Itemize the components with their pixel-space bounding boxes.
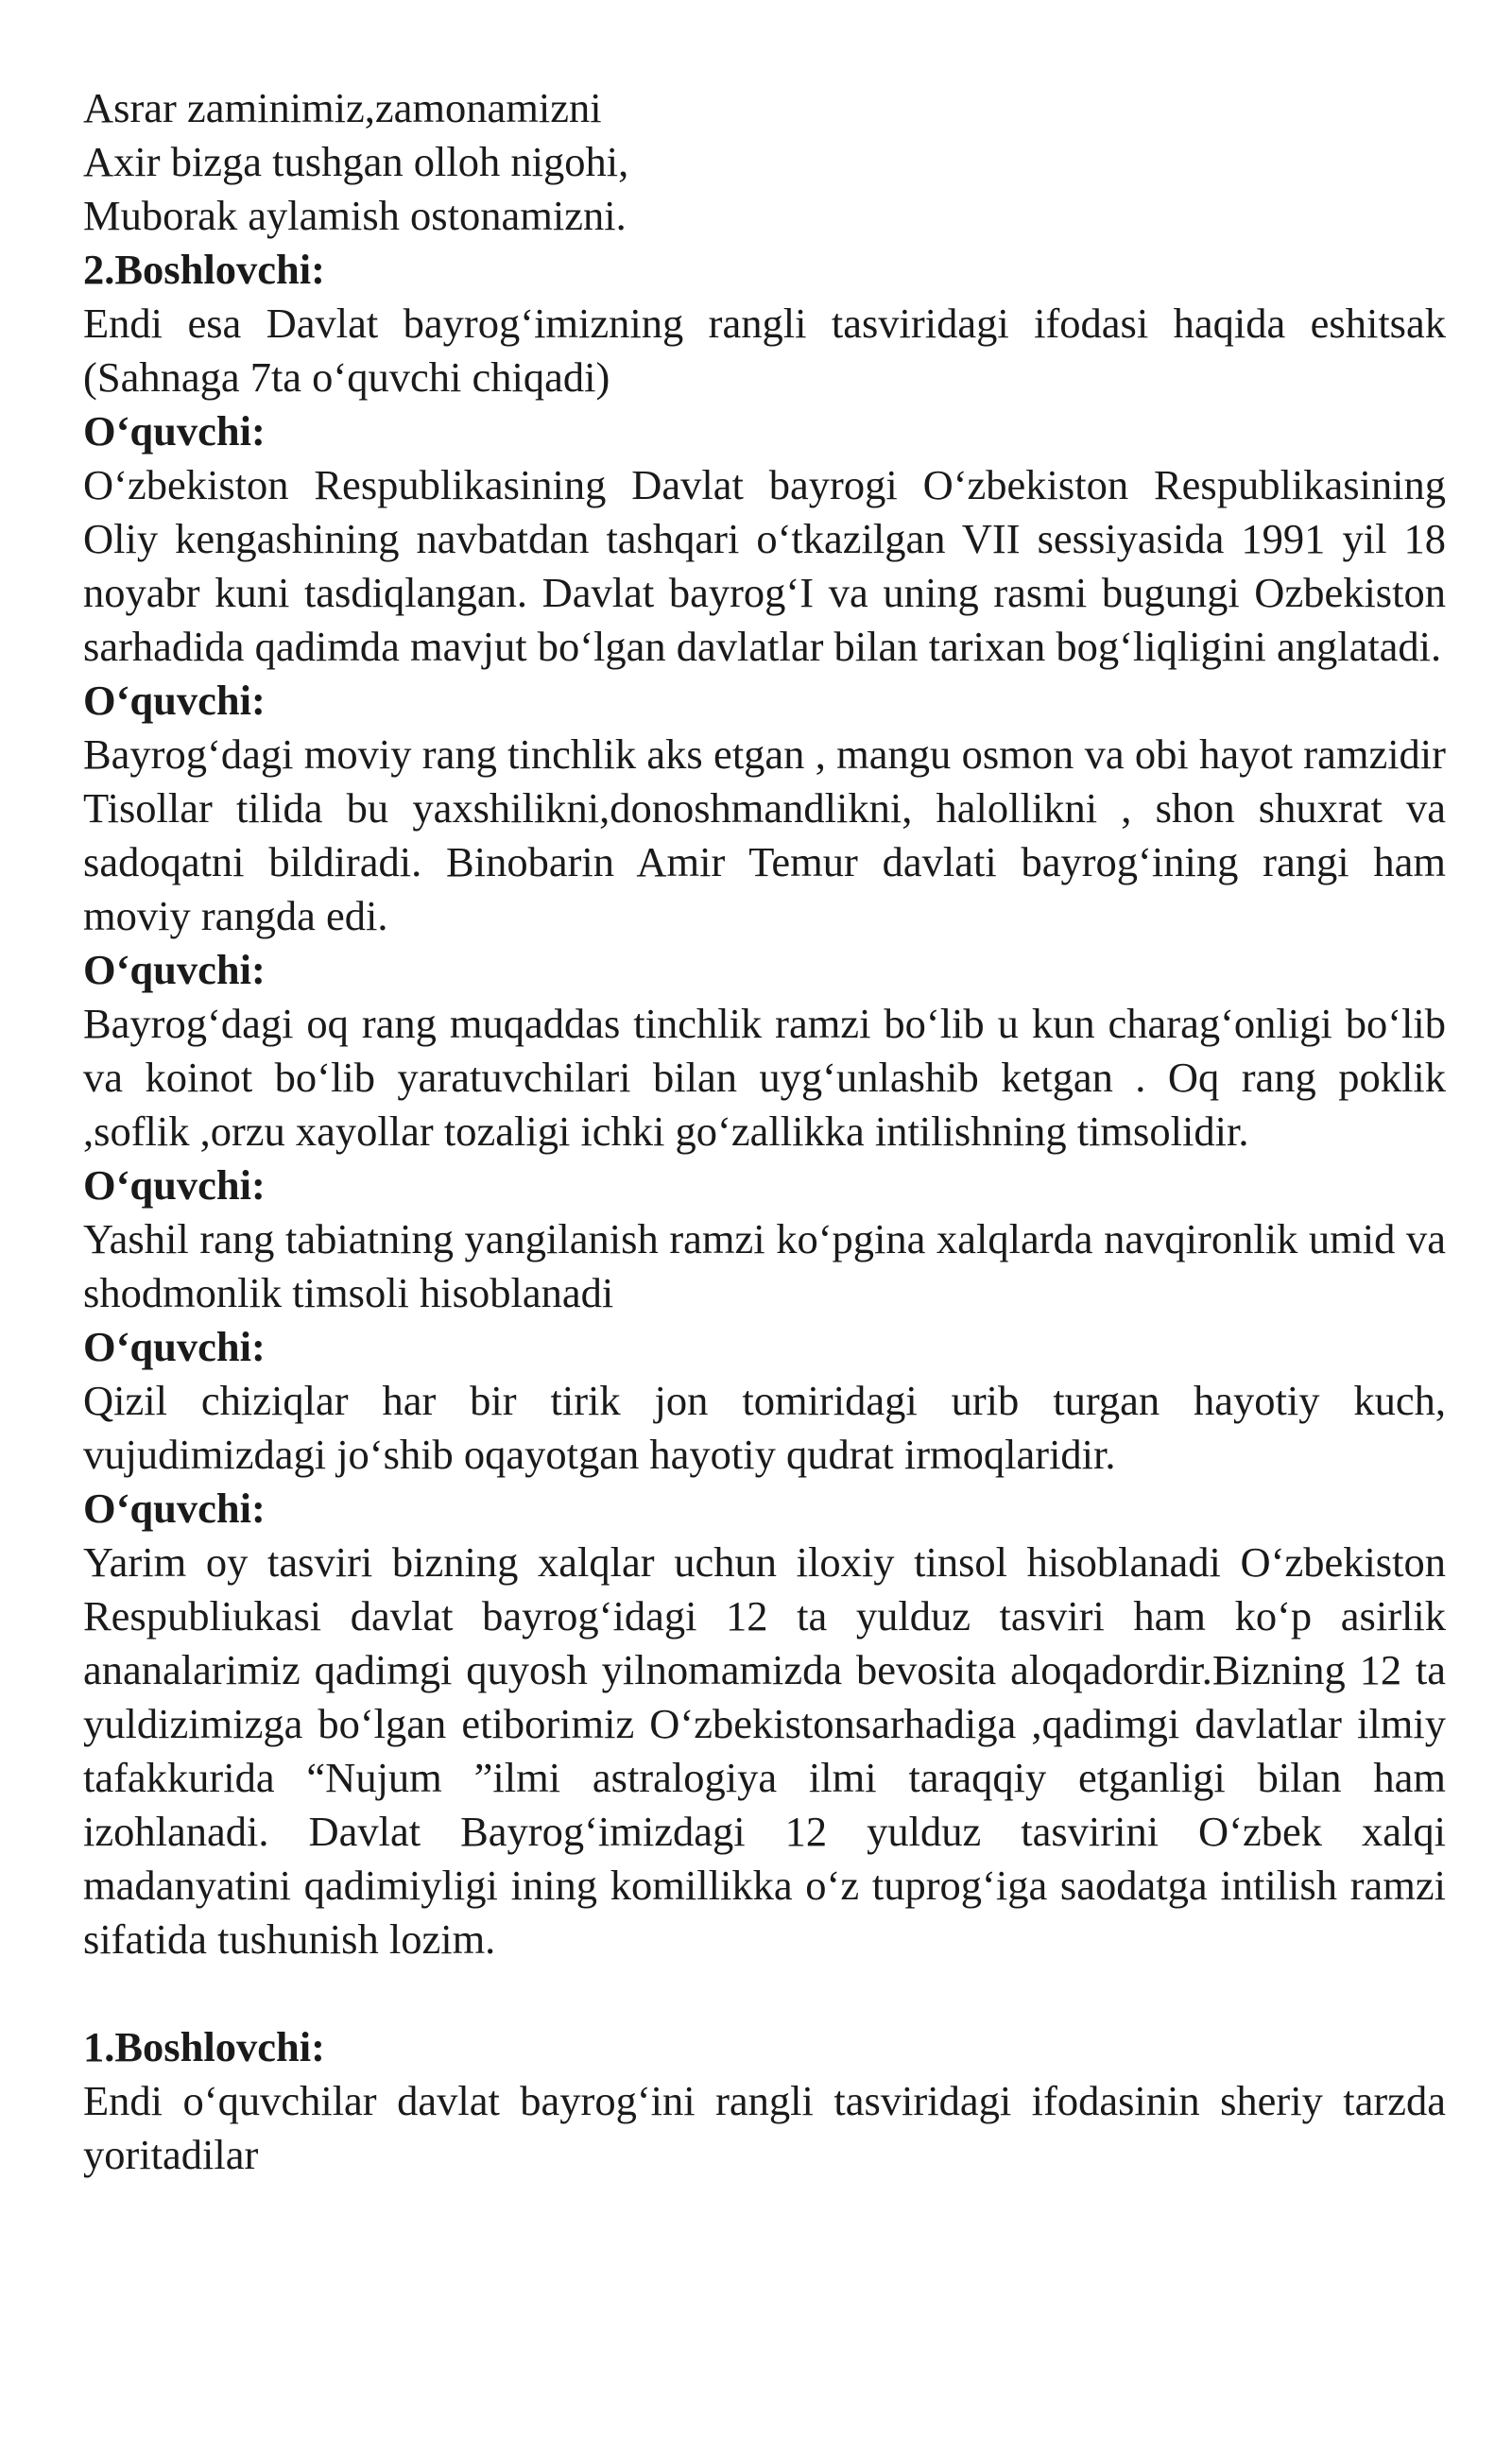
poem-line: Asrar zaminimiz,zamonamizni xyxy=(83,84,602,131)
student-paragraph: O‘zbekiston Respublikasining Davlat bayrogi O‘zbekiston Respublikasining Oliy kengashining navbatdan tashqari o‘tkazilgan VII sessiyasida 1991 yil 18 noyabr kuni tasdiqlangan. Davlat bayrog‘I va uning rasmi bugungi Ozbekiston sarhadida qadimda mavjut bo‘lgan davlatlar bilan tarixan bog‘liqligini anglatadi. xyxy=(83,461,1446,670)
student-heading: O‘quvchi: xyxy=(83,1485,266,1532)
student-paragraph: Bayrog‘dagi moviy rang tinchlik aks etgan , mangu osmon va obi hayot ramzidir Tisollar tilida bu yaxshilikni,donoshmandlikni, halollikni , shon shuxrat va sadoqatni bildiradi. Binobarin Amir Temur davlati bayrog‘ining rangi ham moviy rangda edi. xyxy=(83,730,1446,939)
presenter-paragraph: Endi esa Davlat bayrog‘imizning rangli tasviridagi ifodasi haqida eshitsak (Sahnaga 7ta o‘quvchi chiqadi) xyxy=(83,300,1446,401)
presenter-paragraph: Endi o‘quvchilar davlat bayrog‘ini rangli tasviridagi ifodasinin sheriy tarzda yoritadilar xyxy=(83,2077,1446,2178)
student-heading: O‘quvchi: xyxy=(83,407,266,455)
document-page xyxy=(83,81,1446,2182)
student-heading: O‘quvchi: xyxy=(83,1323,266,1370)
student-paragraph: Qizil chiziqlar har bir tirik jon tomiridagi urib turgan hayotiy kuch, vujudimizdagi jo‘shib oqayotgan hayotiy qudrat irmoqlaridir. xyxy=(83,1377,1446,1478)
blank-line xyxy=(83,1966,1446,2020)
student-paragraph: Yarim oy tasviri bizning xalqlar uchun iloxiy tinsol hisoblanadi O‘zbekiston Respubliukasi davlat bayrog‘idagi 12 ta yulduz tasviri ham ko‘p asirlik ananalarimiz qadimgi quyosh yilnomamizda bevosita aloqadordir.Bizning 12 ta yuldizimizga bo‘lgan etiborimiz O‘zbekistonsarhadiga ,qadimgi davlatlar ilmiy tafakkurida “Nujum ”ilmi astralogiya ilmi taraqqiy etganligi bilan ham izohlanadi. Davlat Bayrog‘imizdagi 12 yulduz tasvirini O‘zbek xalqi madanyatini qadimiyligi ining komillikka o‘z tuprog‘iga saodatga intilish ramzi sifatida tushunish lozim. xyxy=(83,1538,1446,1963)
poem-line: Muborak aylamish ostonamizni. xyxy=(83,192,627,239)
student-heading: O‘quvchi: xyxy=(83,677,266,724)
student-paragraph: Yashil rang tabiatning yangilanish ramzi ko‘pgina xalqlarda navqironlik umid va shodmonlik timsoli hisoblanadi xyxy=(83,1215,1446,1316)
presenter-heading: 2.Boshlovchi: xyxy=(83,246,325,293)
student-paragraph: Bayrog‘dagi oq rang muqaddas tinchlik ramzi bo‘lib u kun charag‘onligi bo‘lib va koinot bo‘lib yaratuvchilari bilan uyg‘unlashib ketgan . Oq rang poklik ,soflik ,orzu xayollar tozaligi ichki go‘zallikka intilishning timsolidir. xyxy=(83,1000,1446,1155)
student-heading: O‘quvchi: xyxy=(83,1161,266,1209)
poem-line: Axir bizga tushgan olloh nigohi, xyxy=(83,138,629,185)
presenter-heading: 1.Boshlovchi: xyxy=(83,2023,325,2070)
student-heading: O‘quvchi: xyxy=(83,946,266,993)
